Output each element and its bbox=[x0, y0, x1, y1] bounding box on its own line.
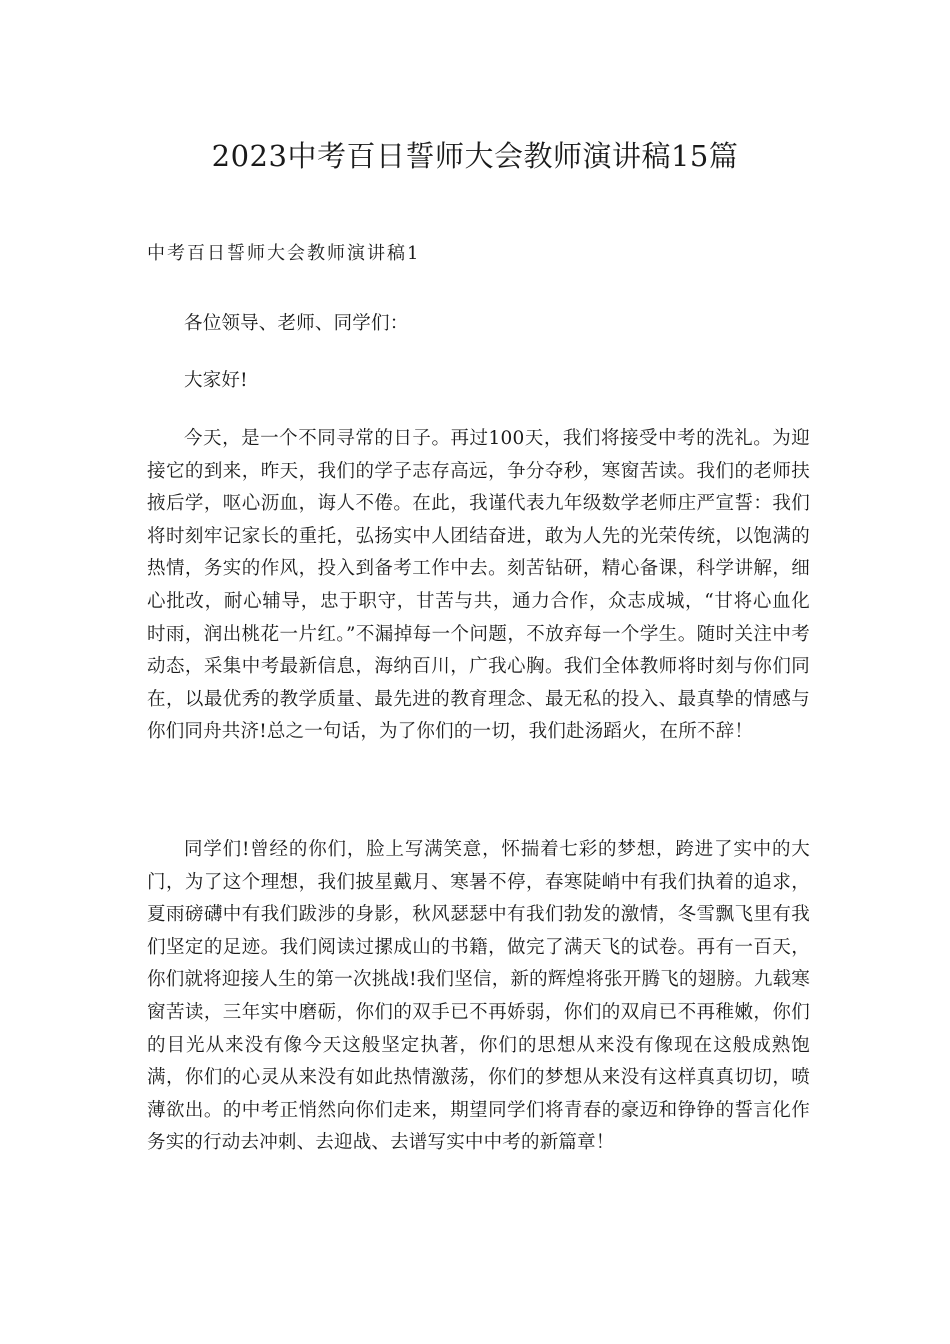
paragraph-greeting: 各位领导、老师、同学们： bbox=[184, 313, 409, 334]
paragraph-students-address: 同学们!曾经的你们，脸上写满笑意，怀揣着七彩的梦想，跨进了实中的大门，为了这个理想，我们披星戴月、寒暑不停，春寒陡峭中有我们执着的追求，夏雨磅礴中有我们跋涉的身影，秋风瑟瑟中有我们勃发的激情，冬雪飘飞里有我们坚定的足迹。我们阅读过摞成山的书籍，做完了满天飞的试卷。再有一百天，你们就将迎接人生的第一次挑战!我们坚信，新的辉煌将张开腾飞的翅膀。九载寒窗苦读，三年实中磨砺，你们的双手已不再娇弱，你们的双肩已不再稚嫩，你们的目光从来没有像今天这般坚定执著，你们的思想从来没有像现在这般成熟饱满，你们的心灵从来没有如此热情激荡，你们的梦想从来没有这样真真切切，喷薄欲出。的中考正悄然向你们走来，期望同学们将青春的豪迈和铮铮的誓言化作务实的行动去冲刺、去迎战、去谱写实中中考的新篇章！ bbox=[147, 839, 810, 1154]
document-title: 2023中考百日誓师大会教师演讲稿15篇 bbox=[211, 139, 739, 173]
paragraph-hello: 大家好! bbox=[184, 370, 248, 391]
section-heading: 中考百日誓师大会教师演讲稿1 bbox=[147, 243, 421, 264]
paragraph-teacher-pledge: 今天，是一个不同寻常的日子。再过100天，我们将接受中考的洗礼。为迎接它的到来，昨天，我们的学子志存高远，争分夺秒，寒窗苦读。我们的老师扶掖后学，呕心沥血，诲人不倦。在此，我谨代表九年级数学老师庄严宣誓：我们将时刻牢记家长的重托，弘扬实中人团结奋进，敢为人先的光荣传统，以饱满的热情，务实的作风，投入到备考工作中去。刻苦钻研，精心备课，科学讲解，细心批改，耐心辅导，忠于职守，甘苦与共，通力合作，众志成城，“甘将心血化时雨，润出桃花一片红。”不漏掉每一个问题，不放弃每一个学生。随时关注中考动态，采集中考最新信息，海纳百川，广我心胸。我们全体教师将时刻与你们同在，以最优秀的教学质量、最先进的教育理念、最无私的投入、最真挚的情感与你们同舟共济!总之一句话，为了你们的一切，我们赴汤蹈火，在所不辞！ bbox=[147, 428, 810, 743]
